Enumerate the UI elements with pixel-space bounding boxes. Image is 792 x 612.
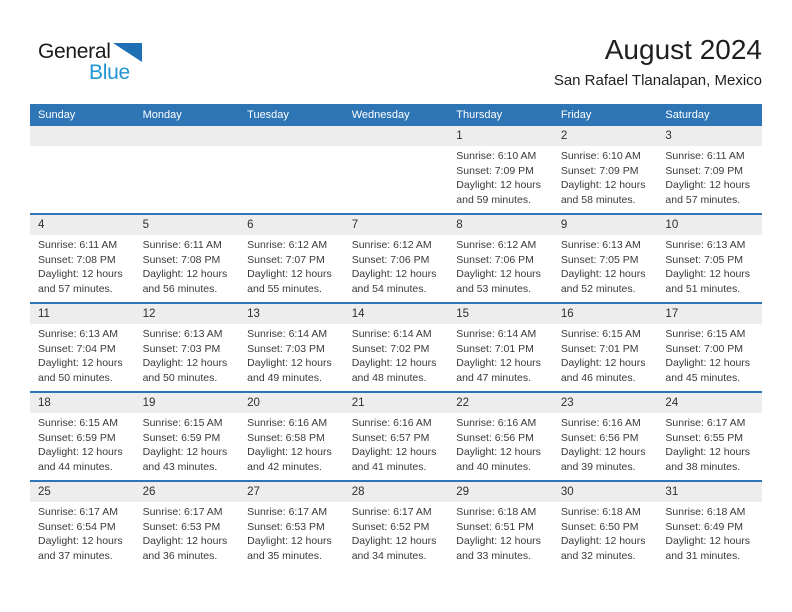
day-31-sunset-text: Sunset: 6:49 PM	[665, 520, 744, 533]
week-row-1	[30, 126, 762, 213]
day-3-sunset-text: Sunset: 7:09 PM	[665, 164, 744, 177]
day-26-daylight-text: and 36 minutes.	[142, 549, 218, 562]
day-5-daylight-text: and 56 minutes.	[142, 282, 218, 295]
day-cell-9	[553, 238, 658, 296]
day-cell-26	[135, 505, 240, 563]
day-31-daylight-text: and 31 minutes.	[665, 549, 741, 562]
day-2-sunset-text: Sunset: 7:09 PM	[560, 164, 639, 177]
day-27-daylight-text: Daylight: 12 hours	[247, 535, 332, 548]
day-27-sunset-text: Sunset: 6:53 PM	[247, 520, 325, 533]
day-27-daylight-text: and 35 minutes.	[247, 549, 322, 562]
empty-day-cell	[344, 149, 449, 207]
day-cell-22	[448, 416, 553, 474]
day-cell-31	[657, 505, 762, 563]
day-8-sunrise-text: Sunrise: 6:12 AM	[456, 239, 537, 251]
day-10-daylight-text: and 51 minutes.	[665, 282, 741, 295]
day-number-13: 13	[247, 308, 260, 320]
day-cell-7	[344, 238, 449, 296]
day-cell-27	[239, 505, 344, 563]
day-10-sunset-text: Sunset: 7:05 PM	[665, 253, 744, 266]
day-cell-15	[448, 327, 553, 385]
day-details-row	[30, 146, 762, 207]
day-cell-8	[448, 238, 553, 296]
day-14-daylight-text: and 48 minutes.	[351, 371, 427, 384]
day-cell-4	[30, 238, 135, 296]
day-16-daylight-text: and 46 minutes.	[560, 371, 636, 384]
day-number-11: 11	[38, 308, 50, 320]
day-22-sunset-text: Sunset: 6:56 PM	[456, 431, 534, 444]
day-4-daylight-text: and 57 minutes.	[38, 282, 113, 295]
day-5-sunrise-text: Sunrise: 6:11 AM	[142, 239, 222, 251]
day-20-sunset-text: Sunset: 6:58 PM	[247, 431, 325, 444]
day-3-sunrise-text: Sunrise: 6:11 AM	[665, 150, 745, 162]
day-23-sunset-text: Sunset: 6:56 PM	[560, 431, 639, 444]
weekday-header-row	[30, 104, 762, 126]
day-21-sunset-text: Sunset: 6:57 PM	[351, 431, 430, 444]
day-20-daylight-text: Daylight: 12 hours	[247, 446, 332, 459]
day-number-12: 12	[142, 308, 156, 320]
day-number-3: 3	[665, 130, 672, 142]
day-19-sunrise-text: Sunrise: 6:15 AM	[142, 417, 223, 429]
day-cell-19	[135, 416, 240, 474]
day-4-sunrise-text: Sunrise: 6:11 AM	[38, 239, 118, 251]
day-number-strip	[30, 126, 762, 146]
day-26-sunset-text: Sunset: 6:53 PM	[142, 520, 221, 533]
day-11-daylight-text: Daylight: 12 hours	[38, 357, 123, 370]
day-number-10: 10	[665, 219, 679, 231]
day-number-31: 31	[665, 486, 679, 498]
day-number-18: 18	[38, 397, 51, 409]
day-cell-18	[30, 416, 135, 474]
day-29-sunrise-text: Sunrise: 6:18 AM	[456, 506, 537, 518]
logo-text-general: General	[38, 40, 111, 63]
day-7-sunrise-text: Sunrise: 6:12 AM	[351, 239, 432, 251]
day-19-sunset-text: Sunset: 6:59 PM	[142, 431, 221, 444]
day-number-2: 2	[560, 130, 568, 142]
day-cell-3	[657, 149, 762, 207]
day-number-26: 26	[142, 486, 156, 498]
day-number-strip	[30, 393, 762, 413]
day-cell-28	[344, 505, 449, 563]
day-2-sunrise-text: Sunrise: 6:10 AM	[560, 150, 641, 162]
day-18-daylight-text: and 44 minutes.	[38, 460, 113, 473]
day-10-daylight-text: Daylight: 12 hours	[665, 268, 751, 281]
day-number-15: 15	[456, 308, 470, 320]
day-12-daylight-text: Daylight: 12 hours	[142, 357, 228, 370]
day-details-row	[30, 235, 762, 296]
weekday-header-wednesday: Wednesday	[351, 109, 410, 121]
day-number-30: 30	[560, 486, 574, 498]
day-number-strip	[30, 215, 762, 235]
day-cell-21	[344, 416, 449, 474]
day-number-14: 14	[351, 308, 365, 320]
day-31-daylight-text: Daylight: 12 hours	[665, 535, 751, 548]
day-25-daylight-text: Daylight: 12 hours	[38, 535, 123, 548]
day-number-7: 7	[351, 219, 359, 231]
day-cell-16	[553, 327, 658, 385]
day-10-sunrise-text: Sunrise: 6:13 AM	[665, 239, 746, 251]
day-30-sunset-text: Sunset: 6:50 PM	[560, 520, 639, 533]
day-24-sunrise-text: Sunrise: 6:17 AM	[665, 417, 746, 429]
day-1-sunset-text: Sunset: 7:09 PM	[456, 164, 534, 177]
day-cell-1	[448, 149, 553, 207]
day-15-daylight-text: and 47 minutes.	[456, 371, 531, 384]
day-15-sunset-text: Sunset: 7:01 PM	[456, 342, 534, 355]
day-30-daylight-text: Daylight: 12 hours	[560, 535, 646, 548]
day-details-row	[30, 413, 762, 474]
day-cell-20	[239, 416, 344, 474]
day-8-daylight-text: Daylight: 12 hours	[456, 268, 541, 281]
empty-day-cell	[239, 149, 344, 207]
day-29-sunset-text: Sunset: 6:51 PM	[456, 520, 534, 533]
week-row-4	[30, 391, 762, 480]
general-blue-logo	[38, 40, 158, 85]
day-21-daylight-text: Daylight: 12 hours	[351, 446, 437, 459]
day-cell-24	[657, 416, 762, 474]
day-21-sunrise-text: Sunrise: 6:16 AM	[351, 417, 432, 429]
day-9-daylight-text: and 52 minutes.	[560, 282, 636, 295]
day-cell-2	[553, 149, 658, 207]
day-cell-5	[135, 238, 240, 296]
day-cell-10	[657, 238, 762, 296]
day-cell-14	[344, 327, 449, 385]
day-16-sunset-text: Sunset: 7:01 PM	[560, 342, 639, 355]
day-number-6: 6	[247, 219, 254, 231]
day-cell-25	[30, 505, 135, 563]
day-17-daylight-text: Daylight: 12 hours	[665, 357, 751, 370]
day-6-daylight-text: Daylight: 12 hours	[247, 268, 332, 281]
day-28-sunset-text: Sunset: 6:52 PM	[351, 520, 430, 533]
day-3-daylight-text: and 57 minutes.	[665, 193, 741, 206]
day-number-16: 16	[560, 308, 574, 320]
weekday-header-tuesday: Tuesday	[247, 109, 289, 121]
day-6-sunset-text: Sunset: 7:07 PM	[247, 253, 325, 266]
calendar-table	[30, 104, 762, 569]
day-29-daylight-text: Daylight: 12 hours	[456, 535, 541, 548]
day-number-1: 1	[456, 130, 463, 142]
day-22-daylight-text: Daylight: 12 hours	[456, 446, 541, 459]
day-25-sunrise-text: Sunrise: 6:17 AM	[38, 506, 118, 518]
day-24-sunset-text: Sunset: 6:55 PM	[665, 431, 744, 444]
day-23-daylight-text: and 39 minutes.	[560, 460, 636, 473]
day-6-daylight-text: and 55 minutes.	[247, 282, 322, 295]
day-number-20: 20	[247, 397, 260, 409]
day-22-sunrise-text: Sunrise: 6:16 AM	[456, 417, 537, 429]
weeks-container	[30, 126, 762, 569]
day-13-sunset-text: Sunset: 7:03 PM	[247, 342, 325, 355]
day-11-sunset-text: Sunset: 7:04 PM	[38, 342, 116, 355]
day-cell-30	[553, 505, 658, 563]
day-23-daylight-text: Daylight: 12 hours	[560, 446, 646, 459]
day-number-17: 17	[665, 308, 679, 320]
day-5-daylight-text: Daylight: 12 hours	[142, 268, 228, 281]
day-12-daylight-text: and 50 minutes.	[142, 371, 218, 384]
day-19-daylight-text: Daylight: 12 hours	[142, 446, 228, 459]
day-3-daylight-text: Daylight: 12 hours	[665, 179, 751, 192]
day-4-sunset-text: Sunset: 7:08 PM	[38, 253, 116, 266]
day-number-9: 9	[560, 219, 568, 231]
day-1-sunrise-text: Sunrise: 6:10 AM	[456, 150, 537, 162]
logo-text-blue: Blue	[89, 61, 130, 84]
weekday-header-friday: Friday	[560, 109, 592, 121]
day-7-daylight-text: and 54 minutes.	[351, 282, 427, 295]
day-16-daylight-text: Daylight: 12 hours	[560, 357, 646, 370]
day-number-19: 19	[142, 397, 156, 409]
day-cell-29	[448, 505, 553, 563]
day-22-daylight-text: and 40 minutes.	[456, 460, 531, 473]
day-cell-12	[135, 327, 240, 385]
day-7-daylight-text: Daylight: 12 hours	[351, 268, 437, 281]
day-7-sunset-text: Sunset: 7:06 PM	[351, 253, 430, 266]
day-30-daylight-text: and 32 minutes.	[560, 549, 636, 562]
day-number-5: 5	[142, 219, 149, 231]
day-9-sunrise-text: Sunrise: 6:13 AM	[560, 239, 641, 251]
location-subtitle: San Rafael Tlanalapan, Mexico	[553, 72, 762, 89]
day-28-sunrise-text: Sunrise: 6:17 AM	[351, 506, 432, 518]
day-11-daylight-text: and 50 minutes.	[38, 371, 113, 384]
day-16-sunrise-text: Sunrise: 6:15 AM	[560, 328, 641, 340]
day-23-sunrise-text: Sunrise: 6:16 AM	[560, 417, 641, 429]
day-number-25: 25	[38, 486, 51, 498]
day-2-daylight-text: Daylight: 12 hours	[560, 179, 646, 192]
day-29-daylight-text: and 33 minutes.	[456, 549, 531, 562]
week-row-2	[30, 213, 762, 302]
day-6-sunrise-text: Sunrise: 6:12 AM	[247, 239, 328, 251]
weekday-header-thursday: Thursday	[456, 109, 503, 121]
day-13-sunrise-text: Sunrise: 6:14 AM	[247, 328, 328, 340]
day-details-row	[30, 502, 762, 563]
day-28-daylight-text: Daylight: 12 hours	[351, 535, 437, 548]
day-number-22: 22	[456, 397, 470, 409]
day-cell-6	[239, 238, 344, 296]
empty-day-cell	[30, 149, 135, 207]
day-18-daylight-text: Daylight: 12 hours	[38, 446, 123, 459]
day-1-daylight-text: and 59 minutes.	[456, 193, 531, 206]
title-block	[554, 34, 762, 89]
day-15-sunrise-text: Sunrise: 6:14 AM	[456, 328, 537, 340]
day-5-sunset-text: Sunset: 7:08 PM	[142, 253, 221, 266]
day-number-strip	[30, 304, 762, 324]
day-13-daylight-text: Daylight: 12 hours	[247, 357, 332, 370]
day-9-daylight-text: Daylight: 12 hours	[560, 268, 646, 281]
week-row-3	[30, 302, 762, 391]
day-17-daylight-text: and 45 minutes.	[665, 371, 741, 384]
day-4-daylight-text: Daylight: 12 hours	[38, 268, 123, 281]
day-14-daylight-text: Daylight: 12 hours	[351, 357, 437, 370]
day-8-sunset-text: Sunset: 7:06 PM	[456, 253, 534, 266]
day-18-sunrise-text: Sunrise: 6:15 AM	[38, 417, 118, 429]
week-row-5	[30, 480, 762, 569]
day-13-daylight-text: and 49 minutes.	[247, 371, 322, 384]
weekday-header-saturday: Saturday	[665, 109, 710, 121]
day-21-daylight-text: and 41 minutes.	[351, 460, 427, 473]
weekday-header-monday: Monday	[142, 109, 182, 121]
day-18-sunset-text: Sunset: 6:59 PM	[38, 431, 116, 444]
day-number-8: 8	[456, 219, 463, 231]
day-cell-11	[30, 327, 135, 385]
day-number-4: 4	[38, 219, 45, 231]
day-12-sunset-text: Sunset: 7:03 PM	[142, 342, 221, 355]
day-14-sunrise-text: Sunrise: 6:14 AM	[351, 328, 432, 340]
day-11-sunrise-text: Sunrise: 6:13 AM	[38, 328, 118, 340]
day-19-daylight-text: and 43 minutes.	[142, 460, 218, 473]
day-31-sunrise-text: Sunrise: 6:18 AM	[665, 506, 746, 518]
day-9-sunset-text: Sunset: 7:05 PM	[560, 253, 639, 266]
day-number-28: 28	[351, 486, 365, 498]
day-cell-13	[239, 327, 344, 385]
day-17-sunset-text: Sunset: 7:00 PM	[665, 342, 744, 355]
day-number-23: 23	[560, 397, 574, 409]
empty-day-cell	[135, 149, 240, 207]
day-details-row	[30, 324, 762, 385]
day-2-daylight-text: and 58 minutes.	[560, 193, 636, 206]
day-12-sunrise-text: Sunrise: 6:13 AM	[142, 328, 223, 340]
day-26-daylight-text: Daylight: 12 hours	[142, 535, 228, 548]
day-1-daylight-text: Daylight: 12 hours	[456, 179, 541, 192]
day-14-sunset-text: Sunset: 7:02 PM	[351, 342, 430, 355]
day-24-daylight-text: and 38 minutes.	[665, 460, 741, 473]
day-28-daylight-text: and 34 minutes.	[351, 549, 427, 562]
day-25-daylight-text: and 37 minutes.	[38, 549, 113, 562]
day-number-29: 29	[456, 486, 470, 498]
day-20-daylight-text: and 42 minutes.	[247, 460, 322, 473]
day-8-daylight-text: and 53 minutes.	[456, 282, 531, 295]
page-title: August 2024	[604, 34, 762, 65]
day-number-24: 24	[665, 397, 679, 409]
day-number-21: 21	[351, 397, 365, 409]
day-30-sunrise-text: Sunrise: 6:18 AM	[560, 506, 641, 518]
day-26-sunrise-text: Sunrise: 6:17 AM	[142, 506, 223, 518]
day-15-daylight-text: Daylight: 12 hours	[456, 357, 541, 370]
day-20-sunrise-text: Sunrise: 6:16 AM	[247, 417, 328, 429]
day-17-sunrise-text: Sunrise: 6:15 AM	[665, 328, 746, 340]
day-27-sunrise-text: Sunrise: 6:17 AM	[247, 506, 328, 518]
weekday-header-sunday: Sunday	[38, 109, 76, 121]
day-cell-17	[657, 327, 762, 385]
day-number-27: 27	[247, 486, 260, 498]
day-number-strip	[30, 482, 762, 502]
day-25-sunset-text: Sunset: 6:54 PM	[38, 520, 116, 533]
day-cell-23	[553, 416, 658, 474]
day-24-daylight-text: Daylight: 12 hours	[665, 446, 751, 459]
